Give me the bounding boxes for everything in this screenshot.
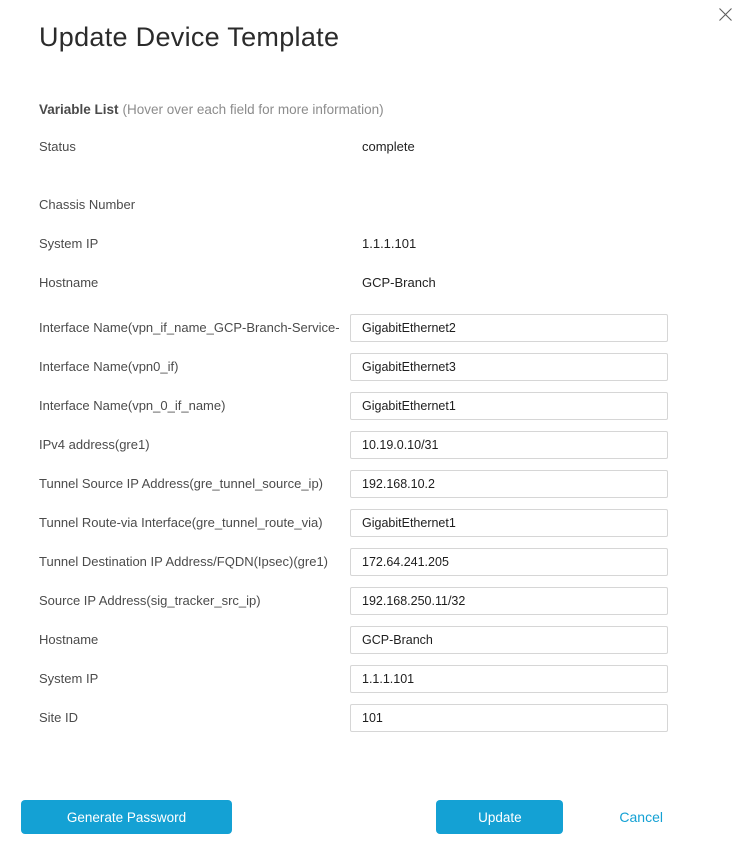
field-input[interactable]: [350, 548, 668, 576]
field-label: Interface Name(vpn_0_if_name): [39, 398, 226, 413]
field-label: System IP: [39, 671, 99, 686]
input-field-row: [39, 548, 752, 576]
field-input[interactable]: [350, 509, 668, 537]
field-label: Tunnel Destination IP Address/FQDN(Ipsec)(gre1): [39, 554, 329, 569]
dialog-footer: [0, 800, 752, 834]
field-input[interactable]: [350, 626, 668, 654]
input-field-row: [39, 626, 752, 654]
input-field-row: [39, 431, 752, 459]
field-label: Interface Name(vpn0_if): [39, 359, 179, 374]
input-field-row: [39, 665, 752, 693]
input-field-row: [39, 314, 752, 342]
readonly-rows: [0, 139, 752, 291]
field-input[interactable]: [350, 587, 668, 615]
field-input[interactable]: [350, 353, 668, 381]
field-value: 1.1.1.101: [362, 236, 417, 251]
input-field-row: [39, 470, 752, 498]
field-input[interactable]: [350, 431, 668, 459]
readonly-field-row: [39, 275, 752, 291]
readonly-field-row: [39, 197, 752, 213]
field-label: Status: [39, 139, 76, 154]
page-title: Update Device Template: [39, 22, 340, 52]
input-field-row: [39, 353, 752, 381]
variable-list-header: [39, 101, 752, 118]
update-button[interactable]: Update: [436, 800, 563, 834]
readonly-field-row: [39, 139, 752, 155]
field-input[interactable]: [350, 665, 668, 693]
field-label: Interface Name(vpn_if_name_GCP-Branch-Service-: [39, 320, 340, 335]
input-field-row: [39, 704, 752, 732]
input-field-row: [39, 392, 752, 420]
readonly-field-row: [39, 236, 752, 252]
field-label: Hostname: [39, 632, 99, 647]
cancel-button[interactable]: Cancel: [619, 809, 663, 825]
field-value: complete: [362, 139, 415, 154]
field-input[interactable]: [350, 392, 668, 420]
field-label: Chassis Number: [39, 197, 136, 212]
field-value: GCP-Branch: [362, 275, 436, 290]
field-label: Tunnel Route-via Interface(gre_tunnel_route_via): [39, 515, 323, 530]
close-icon: [718, 7, 733, 22]
field-label: Hostname: [39, 275, 99, 290]
input-rows: [0, 314, 752, 732]
field-label: Source IP Address(sig_tracker_src_ip): [39, 593, 261, 608]
field-input[interactable]: [350, 704, 668, 732]
input-field-row: [39, 509, 752, 537]
section-hint: (Hover over each field for more information): [122, 102, 384, 117]
field-input[interactable]: [350, 470, 668, 498]
section-title: Variable List: [39, 102, 119, 117]
field-label: Site ID: [39, 710, 79, 725]
input-field-row: [39, 587, 752, 615]
close-button[interactable]: [716, 5, 734, 23]
field-label: IPv4 address(gre1): [39, 437, 150, 452]
field-label: Tunnel Source IP Address(gre_tunnel_source_ip): [39, 476, 324, 491]
field-input[interactable]: [350, 314, 668, 342]
generate-password-button[interactable]: Generate Password: [21, 800, 232, 834]
field-label: System IP: [39, 236, 99, 251]
